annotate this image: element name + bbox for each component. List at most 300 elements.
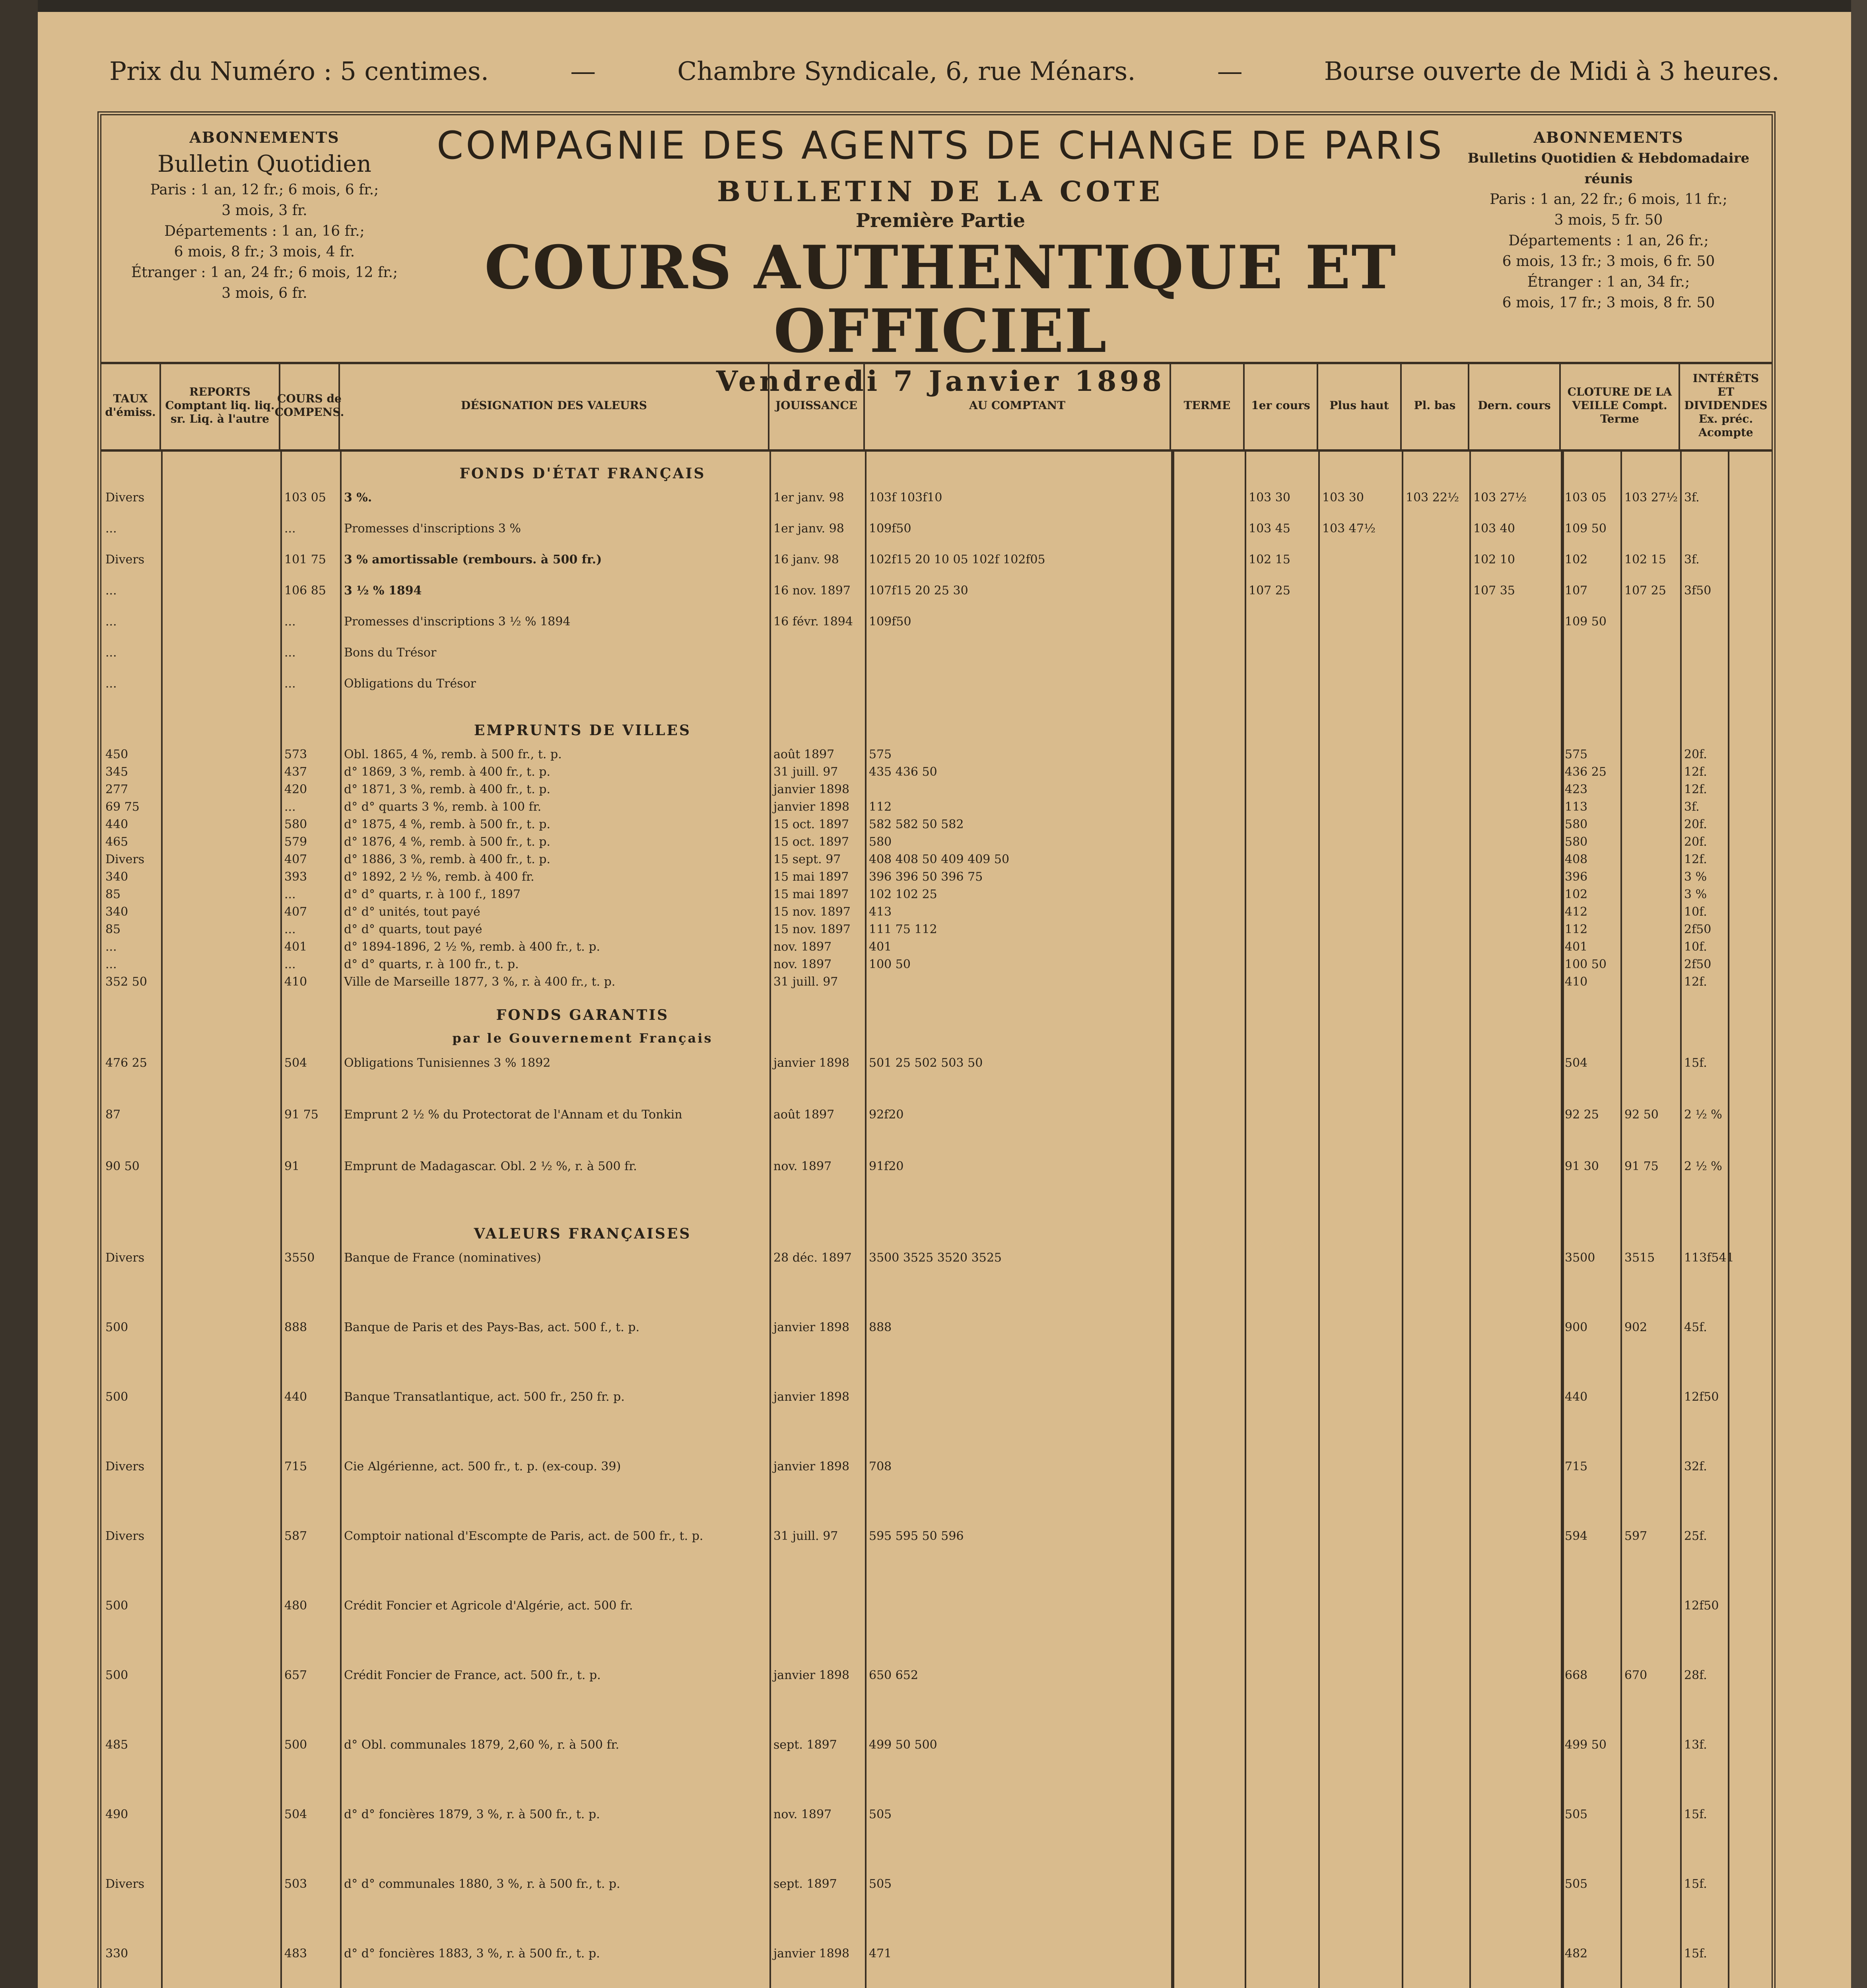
table-row bbox=[101, 551, 1772, 569]
cell-jouis: 31 juill. 97 bbox=[773, 765, 838, 779]
cell-c2: 91 75 bbox=[1624, 1159, 1659, 1173]
cell-c1: 505 bbox=[1565, 1807, 1588, 1821]
title-block bbox=[427, 123, 1453, 398]
table-row bbox=[101, 763, 1772, 781]
cell-jouis: nov. 1897 bbox=[773, 940, 832, 954]
table-row bbox=[101, 1667, 1772, 1684]
cell-div: 10f. bbox=[1684, 940, 1707, 954]
table-row bbox=[101, 644, 1772, 662]
cell-c2 bbox=[1624, 675, 1678, 693]
cell-cours: 504 bbox=[284, 1807, 307, 1821]
cell-jouis: 15 nov. 1897 bbox=[773, 905, 851, 919]
cell-taux: ... bbox=[105, 615, 117, 629]
section-title: FONDS GARANTIS bbox=[496, 1007, 669, 1023]
sub-line: 3 mois, 6 fr. bbox=[221, 285, 307, 301]
table-row bbox=[101, 973, 1772, 991]
table-row bbox=[101, 938, 1772, 956]
cell-name: d° 1876, 4 %, remb. à 500 fr., t. p. bbox=[344, 835, 551, 849]
cell-c1: 575 bbox=[1565, 747, 1588, 761]
cell-compt: 413 bbox=[869, 905, 892, 919]
cell-taux: 85 bbox=[105, 922, 121, 936]
cell-div: 12f50 bbox=[1684, 1390, 1719, 1404]
cell-c2: 597 bbox=[1624, 1529, 1647, 1543]
cell-jouis: 15 mai 1897 bbox=[773, 887, 849, 901]
cell-jouis: 1er janv. 98 bbox=[773, 522, 844, 536]
subscription-right bbox=[1457, 127, 1760, 313]
cell-cours: 573 bbox=[284, 747, 307, 761]
cell-compt: 396 396 50 396 75 bbox=[869, 870, 983, 884]
cell-compt: 3500 3525 3520 3525 bbox=[869, 1251, 1002, 1265]
cell-c1: 91 30 bbox=[1565, 1159, 1599, 1173]
separator: — bbox=[1217, 57, 1243, 86]
bulletin-frame bbox=[97, 111, 1776, 1988]
cell-compt: 501 25 502 503 50 bbox=[869, 1056, 983, 1070]
cell-t4 bbox=[1473, 613, 1559, 631]
cell-taux: 69 75 bbox=[105, 800, 140, 814]
sub-title: ABONNEMENTS bbox=[189, 128, 340, 146]
cell-taux: Divers bbox=[105, 491, 145, 505]
book-spine bbox=[0, 0, 38, 1988]
cell-c2 bbox=[1624, 1736, 1678, 1754]
table-row bbox=[101, 1106, 1772, 1124]
cell-div: 2f50 bbox=[1684, 922, 1712, 936]
cell-div: 3f. bbox=[1684, 800, 1700, 814]
cell-compt: 408 408 50 409 409 50 bbox=[869, 852, 1010, 866]
cell-c2 bbox=[1624, 1458, 1678, 1475]
cell-taux: 340 bbox=[105, 905, 128, 919]
cell-c1: 100 50 bbox=[1565, 957, 1607, 971]
cell-div: 15f. bbox=[1684, 1947, 1707, 1961]
cell-cours: 480 bbox=[284, 1599, 307, 1613]
table-row bbox=[101, 613, 1772, 631]
cell-c1: 103 05 bbox=[1565, 491, 1607, 505]
cell-cours: ... bbox=[284, 922, 296, 936]
cell-compt bbox=[869, 781, 1167, 798]
chamber-address: Chambre Syndicale, 6, rue Ménars. bbox=[677, 57, 1136, 86]
cell-compt: 505 bbox=[869, 1877, 892, 1891]
cell-compt: 471 bbox=[869, 1947, 892, 1961]
cell-cours: 440 bbox=[284, 1390, 307, 1404]
cell-div: 28f. bbox=[1684, 1668, 1707, 1682]
issue-date: Vendredi 7 Janvier 1898 bbox=[716, 365, 1165, 398]
cell-c1: 482 bbox=[1565, 1947, 1588, 1961]
cell-div: 3f. bbox=[1684, 553, 1700, 567]
cell-compt: 435 436 50 bbox=[869, 765, 937, 779]
bourse-hours: Bourse ouverte de Midi à 3 heures. bbox=[1324, 57, 1780, 86]
cell-taux: ... bbox=[105, 584, 117, 598]
cell-c1: 408 bbox=[1565, 852, 1588, 866]
cell-taux: Divers bbox=[105, 1529, 145, 1543]
page bbox=[38, 12, 1851, 1988]
cell-taux: 352 50 bbox=[105, 975, 147, 989]
cell-t4: 107 35 bbox=[1473, 584, 1515, 598]
cell-name: Emprunt de Madagascar. Obl. 2 ½ %, r. à 500 fr. bbox=[344, 1159, 637, 1173]
cell-c1: 410 bbox=[1565, 975, 1588, 989]
cell-name: Ville de Marseille 1877, 3 %, r. à 400 fr., t. p. bbox=[344, 975, 616, 989]
cell-c1: 401 bbox=[1565, 940, 1588, 954]
cell-t2 bbox=[1322, 675, 1400, 693]
cell-cours: 3550 bbox=[284, 1251, 315, 1265]
sub-line: 6 mois, 17 fr.; 3 mois, 8 fr. 50 bbox=[1502, 295, 1715, 311]
cell-c1: 499 50 bbox=[1565, 1738, 1607, 1752]
cell-name: 3 %. bbox=[344, 491, 372, 505]
cell-name: d° d° communales 1880, 3 %, r. à 500 fr., t. p. bbox=[344, 1877, 620, 1891]
cell-cours: 101 75 bbox=[284, 553, 326, 567]
cell-compt bbox=[869, 1597, 1167, 1615]
cell-div: 15f. bbox=[1684, 1877, 1707, 1891]
cell-div: 3f50 bbox=[1684, 584, 1712, 598]
cell-taux: 345 bbox=[105, 765, 128, 779]
cell-name: d° 1886, 3 %, remb. à 400 fr., t. p. bbox=[344, 852, 551, 866]
cell-jouis: 16 févr. 1894 bbox=[773, 615, 853, 629]
cell-compt: 112 bbox=[869, 800, 892, 814]
cell-cours: 587 bbox=[284, 1529, 307, 1543]
part-label: Première Partie bbox=[855, 210, 1026, 232]
cell-c1: 580 bbox=[1565, 817, 1588, 831]
cell-compt: 505 bbox=[869, 1807, 892, 1821]
cell-cours: 91 75 bbox=[284, 1108, 319, 1122]
cell-taux: 476 25 bbox=[105, 1056, 147, 1070]
cell-t3 bbox=[1406, 551, 1467, 569]
cell-div: 12f. bbox=[1684, 975, 1707, 989]
table-row bbox=[101, 921, 1772, 938]
cell-cours: 407 bbox=[284, 905, 307, 919]
cell-div: 15f. bbox=[1684, 1056, 1707, 1070]
cell-t1: 103 30 bbox=[1249, 491, 1290, 505]
main-title: COURS AUTHENTIQUE ET OFFICIEL bbox=[484, 233, 1397, 366]
cell-taux: 450 bbox=[105, 747, 128, 761]
cell-div bbox=[1684, 644, 1726, 662]
section-title: VALEURS FRANÇAISES bbox=[474, 1225, 692, 1242]
cell-c1: 504 bbox=[1565, 1056, 1588, 1070]
sub-line: Départements : 1 an, 16 fr.; bbox=[164, 223, 365, 239]
cell-t4 bbox=[1473, 675, 1559, 693]
cell-c1: 900 bbox=[1565, 1320, 1588, 1334]
cell-div: 13f. bbox=[1684, 1738, 1707, 1752]
cell-taux: Divers bbox=[105, 1877, 145, 1891]
sub-line: Paris : 1 an, 22 fr.; 6 mois, 11 fr.; bbox=[1490, 191, 1727, 208]
cell-cours: ... bbox=[284, 615, 296, 629]
cell-taux: ... bbox=[105, 940, 117, 954]
cell-taux: 465 bbox=[105, 835, 128, 849]
cell-taux: ... bbox=[105, 677, 117, 691]
cell-t1: 103 45 bbox=[1249, 522, 1290, 536]
table-row bbox=[101, 1875, 1772, 1893]
cell-name: d° 1875, 4 %, remb. à 500 fr., t. p. bbox=[344, 817, 551, 831]
cell-jouis bbox=[773, 675, 863, 693]
col-cours: COURS de COMPENS. bbox=[280, 362, 340, 449]
cell-c1: 423 bbox=[1565, 782, 1588, 796]
cell-jouis: 15 sept. 97 bbox=[773, 852, 841, 866]
cell-jouis: 31 juill. 97 bbox=[773, 1529, 838, 1543]
cell-div bbox=[1684, 613, 1726, 631]
cell-jouis: août 1897 bbox=[773, 747, 835, 761]
cell-t4: 103 40 bbox=[1473, 522, 1515, 536]
quotes-table bbox=[101, 457, 1772, 1988]
cell-compt: 401 bbox=[869, 940, 892, 954]
cell-cours: 437 bbox=[284, 765, 307, 779]
cell-c2 bbox=[1624, 1945, 1678, 1963]
cell-compt: 499 50 500 bbox=[869, 1738, 937, 1752]
cell-div: 12f. bbox=[1684, 852, 1707, 866]
cell-compt bbox=[869, 973, 1167, 991]
cell-compt: 109f50 bbox=[869, 615, 911, 629]
cell-taux: 485 bbox=[105, 1738, 128, 1752]
cell-cours: 91 bbox=[284, 1159, 300, 1173]
cell-cours: 410 bbox=[284, 975, 307, 989]
cell-c2 bbox=[1624, 1388, 1678, 1406]
table-row bbox=[101, 903, 1772, 921]
cell-cours: 715 bbox=[284, 1460, 307, 1474]
cell-name: Emprunt 2 ½ % du Protectorat de l'Annam et du Tonkin bbox=[344, 1108, 682, 1122]
cell-t1: 102 15 bbox=[1249, 553, 1290, 567]
cell-taux: Divers bbox=[105, 553, 145, 567]
separator: — bbox=[570, 57, 596, 86]
cell-div: 45f. bbox=[1684, 1320, 1707, 1334]
cell-compt bbox=[869, 644, 1167, 662]
table-row bbox=[101, 1054, 1772, 1072]
cell-div: 3f. bbox=[1684, 491, 1700, 505]
cell-name: d° d° quarts, r. à 100 f., 1897 bbox=[344, 887, 521, 901]
cell-c1: 102 bbox=[1565, 887, 1588, 901]
sub-name: Bulletin Quotidien bbox=[157, 150, 372, 177]
cell-t1 bbox=[1249, 613, 1316, 631]
cell-jouis: janvier 1898 bbox=[773, 782, 850, 796]
cell-c1: 92 25 bbox=[1565, 1108, 1599, 1122]
cell-name: Crédit Foncier et Agricole d'Algérie, act. 500 fr. bbox=[344, 1599, 633, 1613]
cell-c2 bbox=[1624, 613, 1678, 631]
table-row bbox=[101, 781, 1772, 798]
cell-taux: 440 bbox=[105, 817, 128, 831]
cell-compt: 102 102 25 bbox=[869, 887, 937, 901]
cell-cours: 103 05 bbox=[284, 491, 326, 505]
cell-compt bbox=[869, 675, 1167, 693]
cell-taux: 90 50 bbox=[105, 1159, 140, 1173]
cell-taux: 340 bbox=[105, 870, 128, 884]
cell-cours: 407 bbox=[284, 852, 307, 866]
cell-name: Cie Algérienne, act. 500 fr., t. p. (ex-coup. 39) bbox=[344, 1460, 621, 1474]
cell-name: d° d° unités, tout payé bbox=[344, 905, 480, 919]
cell-cours: ... bbox=[284, 646, 296, 660]
cell-cours: ... bbox=[284, 677, 296, 691]
cell-c1: 412 bbox=[1565, 905, 1588, 919]
cell-div: 15f. bbox=[1684, 1807, 1707, 1821]
cell-c1: 109 50 bbox=[1565, 615, 1607, 629]
col-comptant: AU COMPTANT bbox=[865, 362, 1171, 449]
sub-line: 6 mois, 13 fr.; 3 mois, 6 fr. 50 bbox=[1502, 253, 1715, 270]
col-t1: 1er cours bbox=[1245, 362, 1318, 449]
cell-compt: 111 75 112 bbox=[869, 922, 937, 936]
table-row bbox=[101, 1806, 1772, 1823]
cell-taux: ... bbox=[105, 646, 117, 660]
cell-name: Banque de Paris et des Pays-Bas, act. 500 f., t. p. bbox=[344, 1320, 640, 1334]
cell-c1: 107 bbox=[1565, 584, 1588, 598]
cell-name: 3 % amortissable (rembours. à 500 fr.) bbox=[344, 553, 602, 567]
cell-taux: Divers bbox=[105, 852, 145, 866]
cell-cours: ... bbox=[284, 887, 296, 901]
cell-t1: 107 25 bbox=[1249, 584, 1290, 598]
cell-t4: 102 10 bbox=[1473, 553, 1515, 567]
cell-compt: 92f20 bbox=[869, 1108, 904, 1122]
table-row bbox=[101, 956, 1772, 973]
table-row bbox=[101, 1736, 1772, 1754]
table-row bbox=[101, 1458, 1772, 1475]
cell-jouis: août 1897 bbox=[773, 1108, 835, 1122]
cell-t4: 103 27½ bbox=[1473, 491, 1527, 505]
col-cloture: CLOTURE DE LA VEILLE Compt. Terme bbox=[1561, 362, 1680, 449]
cell-jouis: 15 oct. 1897 bbox=[773, 835, 849, 849]
section-title: FONDS D'ÉTAT FRANÇAIS bbox=[459, 465, 706, 482]
cell-jouis: 15 oct. 1897 bbox=[773, 817, 849, 831]
cell-taux: 87 bbox=[105, 1108, 121, 1122]
cell-jouis bbox=[773, 644, 863, 662]
cell-taux: 500 bbox=[105, 1320, 128, 1334]
cell-name: Crédit Foncier de France, act. 500 fr., t. p. bbox=[344, 1668, 601, 1682]
cell-name: Banque Transatlantique, act. 500 fr., 250 fr. p. bbox=[344, 1390, 625, 1404]
cell-c1: 440 bbox=[1565, 1390, 1588, 1404]
cell-c2: 902 bbox=[1624, 1320, 1647, 1334]
cell-compt: 102f15 20 10 05 102f 102f05 bbox=[869, 553, 1045, 567]
cell-t3 bbox=[1406, 675, 1467, 693]
cell-compt: 582 582 50 582 bbox=[869, 817, 964, 831]
cell-c1: 594 bbox=[1565, 1529, 1588, 1543]
col-taux: TAUX d'émiss. bbox=[101, 362, 161, 449]
cell-jouis: 1er janv. 98 bbox=[773, 491, 844, 505]
cell-name: d° d° quarts, tout payé bbox=[344, 922, 482, 936]
cell-div: 12f. bbox=[1684, 765, 1707, 779]
cell-div: 2f50 bbox=[1684, 957, 1712, 971]
table-row bbox=[101, 1319, 1772, 1336]
cell-jouis: nov. 1897 bbox=[773, 957, 832, 971]
price-label: Prix du Numéro : 5 centimes. bbox=[109, 57, 489, 86]
cell-div: 20f. bbox=[1684, 835, 1707, 849]
cell-div bbox=[1684, 675, 1726, 693]
cell-jouis: janvier 1898 bbox=[773, 800, 850, 814]
cell-name: d° 1892, 2 ½ %, remb. à 400 fr. bbox=[344, 870, 534, 884]
cell-c1 bbox=[1565, 644, 1618, 662]
cell-taux: Divers bbox=[105, 1460, 145, 1474]
cell-taux: ... bbox=[105, 957, 117, 971]
cell-div: 12f. bbox=[1684, 782, 1707, 796]
table-row bbox=[101, 886, 1772, 903]
table-row bbox=[101, 1945, 1772, 1963]
table-row bbox=[101, 868, 1772, 886]
cell-jouis: 16 janv. 98 bbox=[773, 553, 839, 567]
cell-c2: 3515 bbox=[1624, 1251, 1655, 1265]
table-row bbox=[101, 746, 1772, 763]
cell-c1 bbox=[1565, 1597, 1618, 1615]
cell-name: d° d° quarts 3 %, remb. à 100 fr. bbox=[344, 800, 542, 814]
cell-c1: 396 bbox=[1565, 870, 1588, 884]
cell-compt: 100 50 bbox=[869, 957, 911, 971]
col-designation: DÉSIGNATION DES VALEURS bbox=[340, 362, 769, 449]
cell-jouis: 28 déc. 1897 bbox=[773, 1251, 852, 1265]
table-row bbox=[101, 520, 1772, 538]
cell-jouis bbox=[773, 1597, 863, 1615]
cell-taux: 85 bbox=[105, 887, 121, 901]
cell-taux: 490 bbox=[105, 1807, 128, 1821]
cell-c2 bbox=[1624, 520, 1678, 538]
cell-compt: 109f50 bbox=[869, 522, 911, 536]
cell-cours: 503 bbox=[284, 1877, 307, 1891]
sub-line: 3 mois, 5 fr. 50 bbox=[1554, 212, 1663, 228]
cell-t2: 103 47½ bbox=[1322, 522, 1376, 536]
cell-jouis: janvier 1898 bbox=[773, 1390, 850, 1404]
cell-c2: 92 50 bbox=[1624, 1108, 1659, 1122]
cell-c1: 113 bbox=[1565, 800, 1588, 814]
subscription-left bbox=[113, 127, 416, 304]
col-terme-label: TERME bbox=[1171, 362, 1245, 449]
cell-jouis: janvier 1898 bbox=[773, 1947, 850, 1961]
cell-t1 bbox=[1249, 644, 1316, 662]
cell-taux: 330 bbox=[105, 1947, 128, 1961]
col-t2: Plus haut bbox=[1318, 362, 1402, 449]
cell-t3 bbox=[1406, 644, 1467, 662]
cell-cours: 420 bbox=[284, 782, 307, 796]
cell-c1: 102 bbox=[1565, 553, 1588, 567]
section-subtitle: par le Gouvernement Français bbox=[452, 1031, 713, 1046]
cell-cours: 500 bbox=[284, 1738, 307, 1752]
cell-cours: 888 bbox=[284, 1320, 307, 1334]
cell-compt bbox=[869, 1388, 1167, 1406]
cell-div: 20f. bbox=[1684, 747, 1707, 761]
table-row bbox=[101, 1249, 1772, 1267]
cell-taux: 500 bbox=[105, 1668, 128, 1682]
cell-name: d° d° foncières 1879, 3 %, r. à 500 fr., t. p. bbox=[344, 1807, 600, 1821]
cell-compt: 103f 103f10 bbox=[869, 491, 942, 505]
cell-t3 bbox=[1406, 582, 1467, 600]
cell-name: d° 1894-1896, 2 ½ %, remb. à 400 fr., t. p. bbox=[344, 940, 600, 954]
book-edge bbox=[1851, 0, 1867, 1988]
company-name: COMPAGNIE DES AGENTS DE CHANGE DE PARIS bbox=[437, 123, 1444, 168]
table-row bbox=[101, 833, 1772, 851]
cell-c2 bbox=[1624, 1597, 1678, 1615]
table-row bbox=[101, 489, 1772, 507]
cell-name: Banque de France (nominatives) bbox=[344, 1251, 541, 1265]
cell-jouis: 15 nov. 1897 bbox=[773, 922, 851, 936]
cell-c2: 670 bbox=[1624, 1668, 1647, 1682]
sub-line: Étranger : 1 an, 34 fr.; bbox=[1527, 274, 1690, 290]
cell-c1 bbox=[1565, 675, 1618, 693]
sub-line: 6 mois, 8 fr.; 3 mois, 4 fr. bbox=[174, 244, 355, 260]
cell-name: d° 1869, 3 %, remb. à 400 fr., t. p. bbox=[344, 765, 551, 779]
cell-t2: 103 30 bbox=[1322, 491, 1364, 505]
table-row bbox=[101, 1528, 1772, 1545]
cell-taux: 500 bbox=[105, 1390, 128, 1404]
col-jouissance: JOUISSANCE bbox=[769, 362, 865, 449]
table-row bbox=[101, 851, 1772, 868]
cell-t3 bbox=[1406, 520, 1467, 538]
cell-cours: ... bbox=[284, 522, 296, 536]
cell-div: 2 ½ % bbox=[1684, 1108, 1722, 1122]
table-row bbox=[101, 582, 1772, 600]
cell-compt: 888 bbox=[869, 1320, 892, 1334]
cell-taux: ... bbox=[105, 522, 117, 536]
cell-name: d° d° foncières 1883, 3 %, r. à 500 fr., t. p. bbox=[344, 1947, 600, 1961]
cell-div: 10f. bbox=[1684, 905, 1707, 919]
cell-cours: 393 bbox=[284, 870, 307, 884]
cell-cours: 401 bbox=[284, 940, 307, 954]
sub-line: Paris : 1 an, 12 fr.; 6 mois, 6 fr.; bbox=[150, 182, 379, 198]
sub-line: Étranger : 1 an, 24 fr.; 6 mois, 12 fr.; bbox=[131, 264, 398, 281]
cell-name: d° 1871, 3 %, remb. à 400 fr., t. p. bbox=[344, 782, 551, 796]
cell-t1 bbox=[1249, 675, 1316, 693]
cell-compt: 708 bbox=[869, 1460, 892, 1474]
cell-c1: 715 bbox=[1565, 1460, 1588, 1474]
cell-compt: 575 bbox=[869, 747, 892, 761]
table-row bbox=[101, 1388, 1772, 1406]
section-title: EMPRUNTS DE VILLES bbox=[474, 722, 691, 739]
